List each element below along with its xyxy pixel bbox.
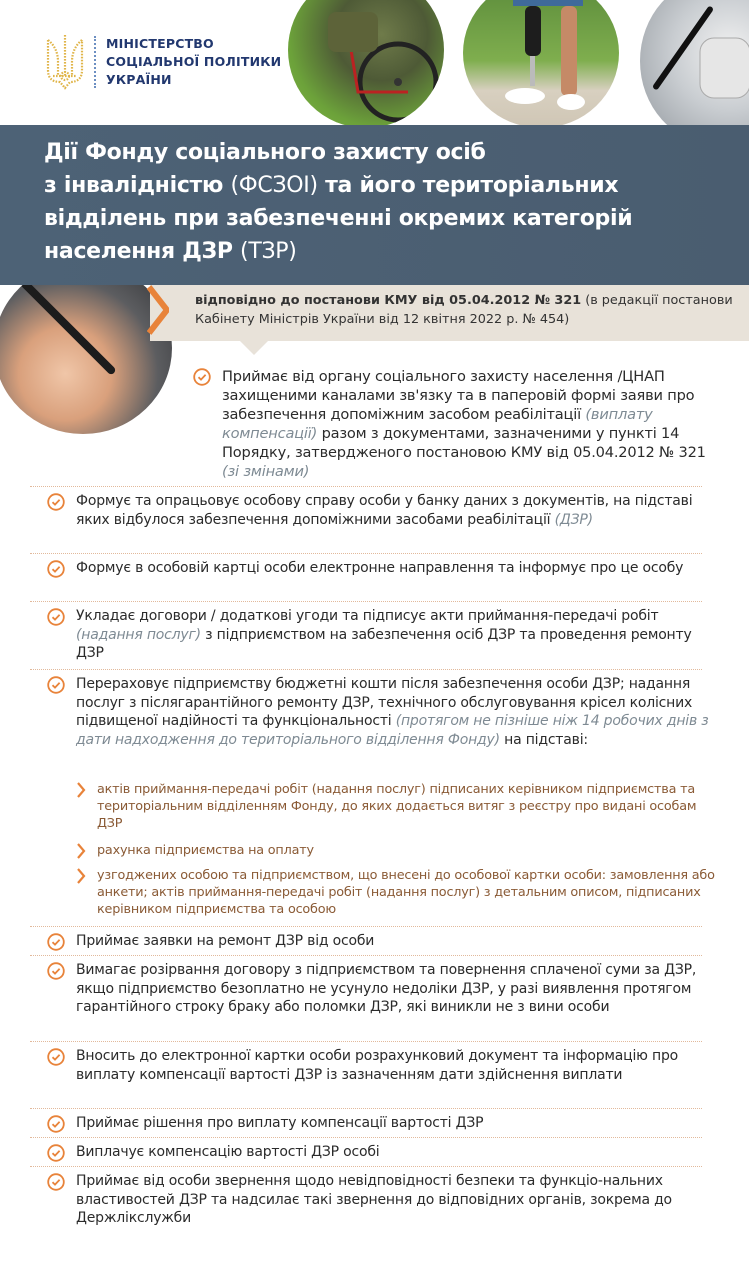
title-line [44, 169, 734, 202]
divider [30, 926, 702, 927]
list-item-text [76, 961, 712, 1017]
ministry-name-line: СОЦІАЛЬНОЇ ПОЛІТИКИ [106, 54, 282, 69]
ministry-name-line: МІНІСТЕРСТВО [106, 36, 214, 51]
item-note: (протягом не пізніше ніж 14 робочих днів з дати надходження до територіального відділення Фонду) [76, 713, 709, 748]
sub-item [76, 867, 716, 918]
trident-icon [44, 32, 86, 92]
list-item-text [76, 1172, 712, 1228]
item-note: (зі змінами) [222, 463, 310, 480]
check-circle-icon [47, 1173, 65, 1191]
list-item [193, 367, 713, 481]
list-item-text [76, 1114, 712, 1133]
chevron-right-icon [147, 285, 169, 335]
sub-item [76, 842, 716, 860]
list-item [47, 1172, 712, 1228]
prosthetic-leg-photo [463, 0, 619, 128]
list-item [47, 1143, 712, 1162]
item-text: Приймає від органу соціального захисту населення /ЦНАП захищеними каналами зв'язку та в паперовій формі заяви про забезпечення допоміжним засобом реабілітації [222, 368, 695, 423]
list-item-text [76, 932, 712, 951]
divider [30, 486, 702, 487]
list-item-text [222, 367, 713, 481]
list-item-text [76, 559, 712, 578]
divider [30, 1041, 702, 1042]
item-text: Приймає заявки на ремонт ДЗР від особи [76, 933, 375, 949]
list-item [47, 492, 712, 529]
ministry-name [106, 35, 281, 89]
item-text: Укладає договори / додаткові угоди та підписує акти приймання-передачі робіт [76, 608, 659, 624]
logo-separator [94, 36, 96, 88]
check-circle-icon [47, 962, 65, 980]
title-abbrev: (ФСЗОІ) [230, 173, 318, 198]
wheelchair-icon [288, 0, 444, 128]
item-text: Вимагає розірвання договору з підприємством та повернення сплаченої суми за ДЗР, якщо підприємство безоплатно не усунуло недоліки ДЗР, у разі виявлення протягом гарантійного строку браку або поломки ДЗР, які виникли не з вини особи [76, 962, 697, 1015]
list-item-text [76, 1143, 712, 1162]
divider [30, 1137, 702, 1138]
item-note: (виплату компенсації) [222, 406, 653, 442]
list-item-text [76, 1047, 712, 1084]
pen-icon [19, 278, 117, 376]
item-text: Перераховує підприємству бюджетні кошти після забезпечення особи ДЗР; надання послуг з післягарантійного ремонту ДЗР, технічного обслуговування крісел колісних підвищеної надійності та функціональності [76, 676, 693, 729]
check-circle-icon [47, 1048, 65, 1066]
item-note: (ДЗР) [554, 511, 593, 528]
list-item [47, 675, 712, 749]
chevron-right-icon [76, 842, 86, 860]
list-item [47, 1047, 712, 1084]
ministry-logo [44, 32, 281, 92]
item-text: разом з документами, зазначеними у пункті 14 Порядку, затвердженого постановою КМУ від 05.04.2012 № 321 [222, 425, 706, 461]
list-item [47, 559, 712, 578]
divider [30, 1108, 702, 1109]
check-circle-icon [47, 933, 65, 951]
sub-item-text: узгоджених особою та підприємством, що внесені до особової картки особи: замовлення або анкети; актів приймання-передачі робіт (надання послуг) з детальним описом, підписаних керівником підприємства та особою [97, 868, 715, 917]
check-circle-icon [47, 1144, 65, 1162]
prosthetic-leg-icon [463, 0, 619, 128]
sub-item [76, 781, 716, 832]
divider [30, 553, 702, 554]
check-circle-icon [47, 676, 65, 694]
item-note: (надання послуг) [76, 626, 201, 643]
divider [30, 601, 702, 602]
reference-text [195, 291, 740, 329]
title-bold: з інвалідністю [44, 173, 231, 198]
chevron-right-icon [76, 867, 86, 885]
sub-item-text: рахунка підприємства на оплату [97, 843, 314, 858]
divider [30, 1166, 702, 1167]
chevron-right-icon [76, 781, 86, 799]
item-text: Формує в особовій картці особи електронне направлення та інформує про це особу [76, 560, 684, 576]
title-abbrev: (ТЗР) [240, 239, 297, 264]
item-text: Формує та опрацьовує особову справу особи у банку даних з документів, на підставі яких відбулося забезпечення допоміжними засобами реабілітації [76, 493, 693, 528]
list-item-text [76, 492, 712, 529]
check-circle-icon [47, 560, 65, 578]
divider [30, 955, 702, 956]
title-line [44, 235, 734, 268]
robot-hand-icon [640, 0, 749, 144]
check-circle-icon [193, 368, 211, 386]
reference-bold: відповідно до постанови КМУ від 05.04.2012 № 321 [195, 293, 582, 308]
list-item [47, 607, 712, 663]
robot-hand-photo [640, 0, 749, 144]
item-text: Приймає від особи звернення щодо невідповідності безпеки та функціо-нальних властивостей ДЗР та надсилає такі звернення до відповідних органів, зокрема до Держлікслужби [76, 1173, 672, 1226]
item-text: на підставі: [499, 731, 588, 748]
reference-notch [240, 341, 268, 355]
wheelchair-photo [288, 0, 444, 128]
list-item-text [76, 607, 712, 663]
item-text: Вносить до електронної картки особи розрахунковий документ та інформацію про виплату компенсації вартості ДЗР із зазначенням дати здійснення виплати [76, 1048, 678, 1083]
check-circle-icon [47, 1115, 65, 1133]
list-item [47, 961, 712, 1017]
check-circle-icon [47, 493, 65, 511]
title-bold: та його територіальних [317, 173, 619, 198]
title-bold: населення ДЗР [44, 239, 241, 264]
title-line: Дії Фонду соціального захисту осіб [44, 140, 486, 165]
ministry-name-line: УКРАЇНИ [106, 72, 172, 87]
list-item [47, 1114, 712, 1133]
item-text: Виплачує компенсацію вартості ДЗР особі [76, 1144, 380, 1160]
check-circle-icon [47, 608, 65, 626]
reference-normal: (в редакції постанови Кабінету Міністрів України від 12 квітня 2022 р. № 454) [195, 293, 733, 327]
title-line: відділень при забезпеченні окремих категорій [44, 206, 633, 231]
divider [30, 669, 702, 670]
page-title [44, 136, 734, 268]
item-text: з підприємством на забезпечення осіб ДЗР та проведення ремонту ДЗР [76, 626, 692, 661]
sub-item-text: актів приймання-передачі робіт (надання послуг) підписаних керівником підприємства та територіальним відділенням Фонду, до яких додається витяг з реєстру про видані особам ДЗР [97, 782, 697, 831]
item-text: Приймає рішення про виплату компенсації вартості ДЗР [76, 1115, 484, 1131]
list-item-text [76, 675, 712, 749]
list-item [47, 932, 712, 951]
